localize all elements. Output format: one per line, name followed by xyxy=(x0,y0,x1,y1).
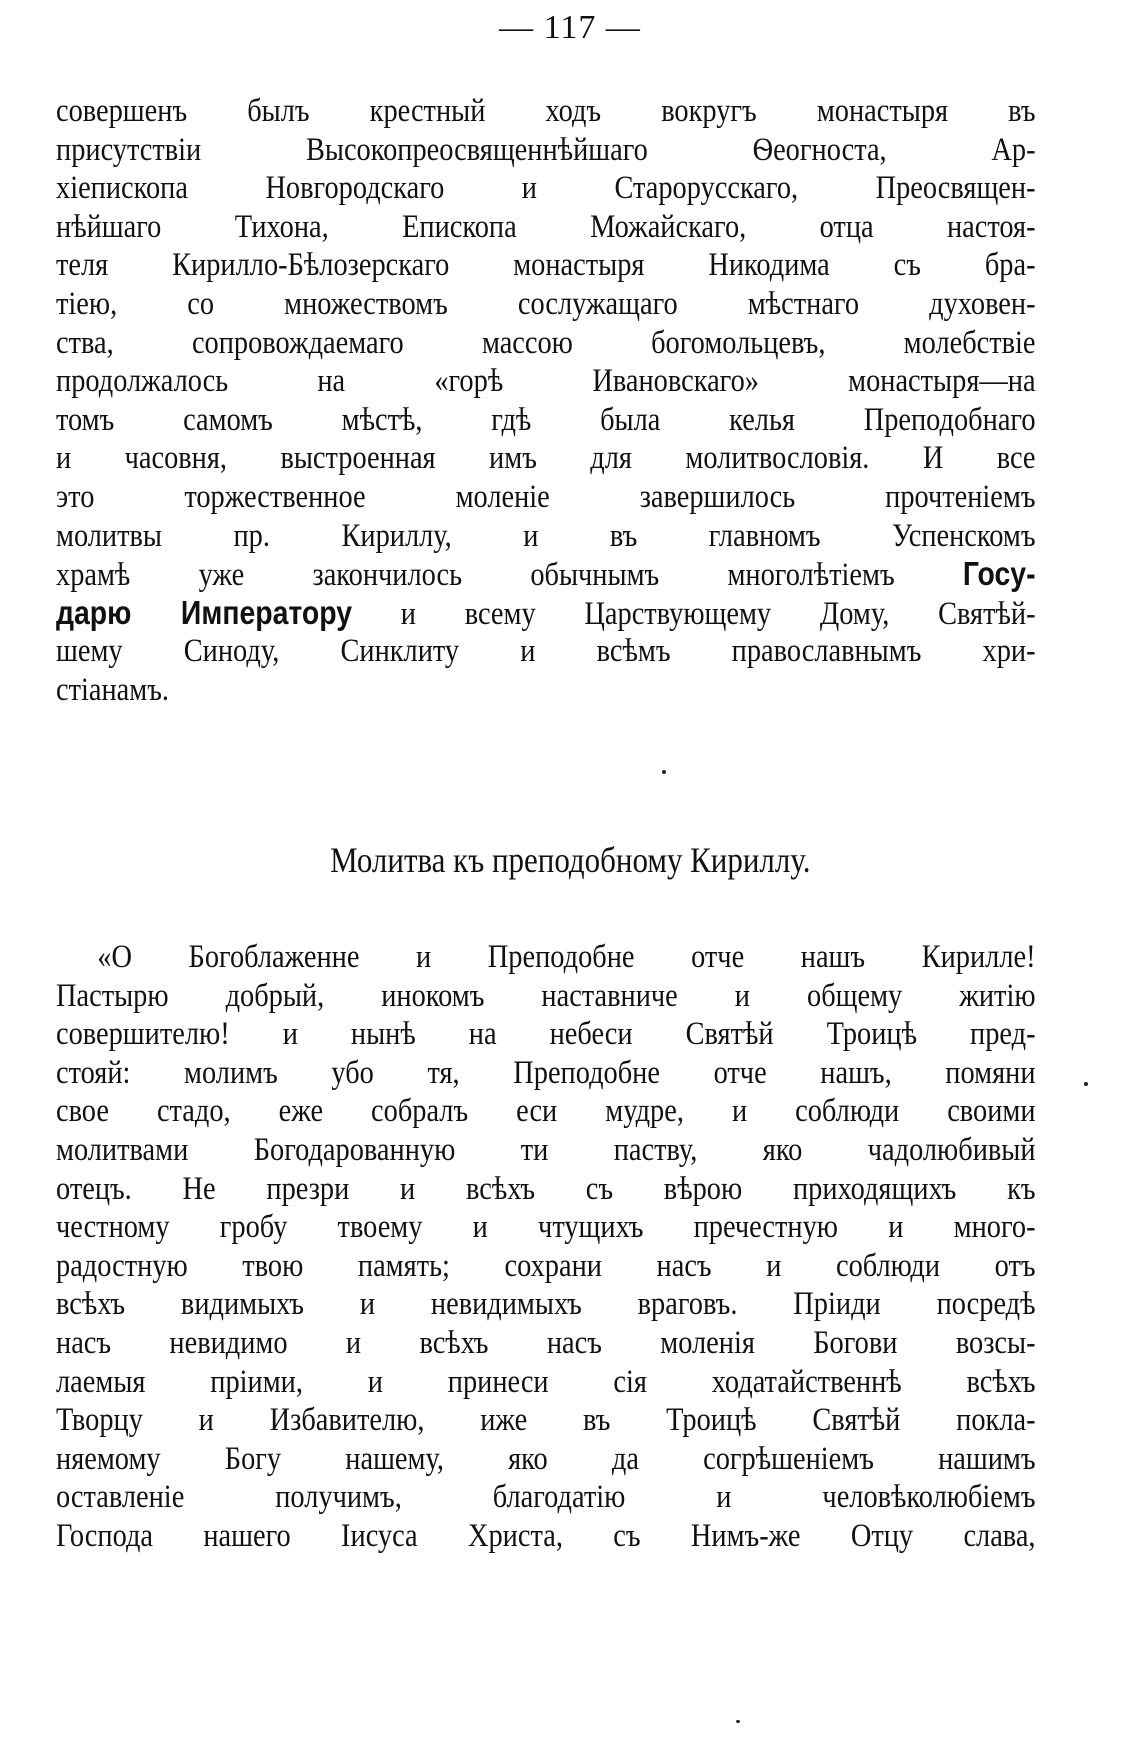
text-line: свое стадо, еже собралъ еси мудре, и соблюди своими xyxy=(56,1093,1036,1130)
paragraph-prayer xyxy=(56,938,1036,1556)
text-line xyxy=(56,555,1036,594)
paragraph-procession xyxy=(56,92,1036,710)
text-line: теля Кирилло-Бѣлозерскаго монастыря Никодима съ бра- xyxy=(56,247,1036,284)
text-line: молитвами Богодарованную ти паству, яко чадолюбивый xyxy=(56,1131,1036,1168)
text-line: тіею, со множествомъ сослужащаго мѣстнаго духовен- xyxy=(56,285,1036,322)
text-line: ства, сопровождаемаго массою богомольцевъ, молебствіе xyxy=(56,324,1036,361)
text-line: это торжественное моленіе завершилось прочтеніемъ xyxy=(56,478,1036,515)
text-line: честному гробу твоему и чтущихъ пречестную и много- xyxy=(56,1209,1036,1246)
text-line: шему Синоду, Синклиту и всѣмъ православнымъ хри- xyxy=(56,633,1036,670)
text-run: и всему Царствующему Дому, Святѣй- xyxy=(351,595,1036,632)
text-line: и часовня, выстроенная имъ для молитвословія. И все xyxy=(56,440,1036,477)
text-line: продолжалось на «горѣ Ивановскаго» монастыря—на xyxy=(56,363,1036,400)
text-line: молитвы пр. Кириллу, и въ главномъ Успенскомъ xyxy=(56,517,1036,554)
section-title xyxy=(0,838,1140,882)
print-speck xyxy=(736,1720,740,1723)
text-line: Пастырю добрый, инокомъ наставниче и общему житію xyxy=(56,977,1036,1014)
text-line: присутствіи Высокопреосвященнѣйшаго Ѳеогноста, Ар- xyxy=(56,131,1036,168)
text-line: насъ невидимо и всѣхъ насъ моленія Богови возсы- xyxy=(56,1324,1036,1361)
text-line: томъ самомъ мѣстѣ, гдѣ была келья Преподобнаго xyxy=(56,401,1036,438)
section-title-text: Молитва къ преподобному Кириллу. xyxy=(329,840,811,880)
text-line: Творцу и Избавителю, иже въ Троицѣ Святѣй покла- xyxy=(56,1402,1036,1439)
text-line: оставленіе получимъ, благодатію и человѣколюбіемъ xyxy=(56,1479,1036,1516)
emphasis-text: Госу- xyxy=(962,555,1036,593)
text-line: всѣхъ видимыхъ и невидимыхъ враговъ. Пріиди посредѣ xyxy=(56,1286,1036,1323)
text-run: храмѣ уже закончилось обычнымъ многолѣтіемъ xyxy=(56,557,963,594)
text-line: стояй: молимъ убо тя, Преподобне отче нашъ, помяни xyxy=(56,1054,1036,1091)
print-speck xyxy=(662,770,666,774)
text-line: отецъ. Не презри и всѣхъ съ вѣрою приходящихъ къ xyxy=(56,1170,1036,1207)
text-line: хіепископа Новгородскаго и Старорусскаго, Преосвящен- xyxy=(56,170,1036,207)
text-line: «О Богоблаженне и Преподобне отче нашъ Кирилле! xyxy=(97,939,1036,975)
print-speck xyxy=(1084,1082,1088,1086)
text-line xyxy=(56,594,1036,633)
text-line: радостную твою память; сохрани насъ и соблюди отъ xyxy=(56,1247,1036,1284)
page-number: — 117 — xyxy=(499,9,641,46)
text-line: лаемыя пріими, и принеси сія ходатайственнѣ всѣхъ xyxy=(56,1363,1036,1400)
text-line: няемому Богу нашему, яко да согрѣшеніемъ нашимъ xyxy=(56,1440,1036,1477)
text-line: нѣйшаго Тихона, Епископа Можайскаго, отца настоя- xyxy=(56,208,1036,245)
text-line: стіанамъ. xyxy=(56,671,169,708)
text-line: совершенъ былъ крестный ходъ вокругъ монастыря въ xyxy=(56,93,1036,129)
text-line: Господа нашего Іисуса Христа, съ Нимъ-же Отцу слава, xyxy=(56,1517,1036,1554)
text-line: совершителю! и нынѣ на небеси Святѣй Троицѣ пред- xyxy=(56,1016,1036,1053)
emphasis-text: дарю Императору xyxy=(56,593,352,631)
